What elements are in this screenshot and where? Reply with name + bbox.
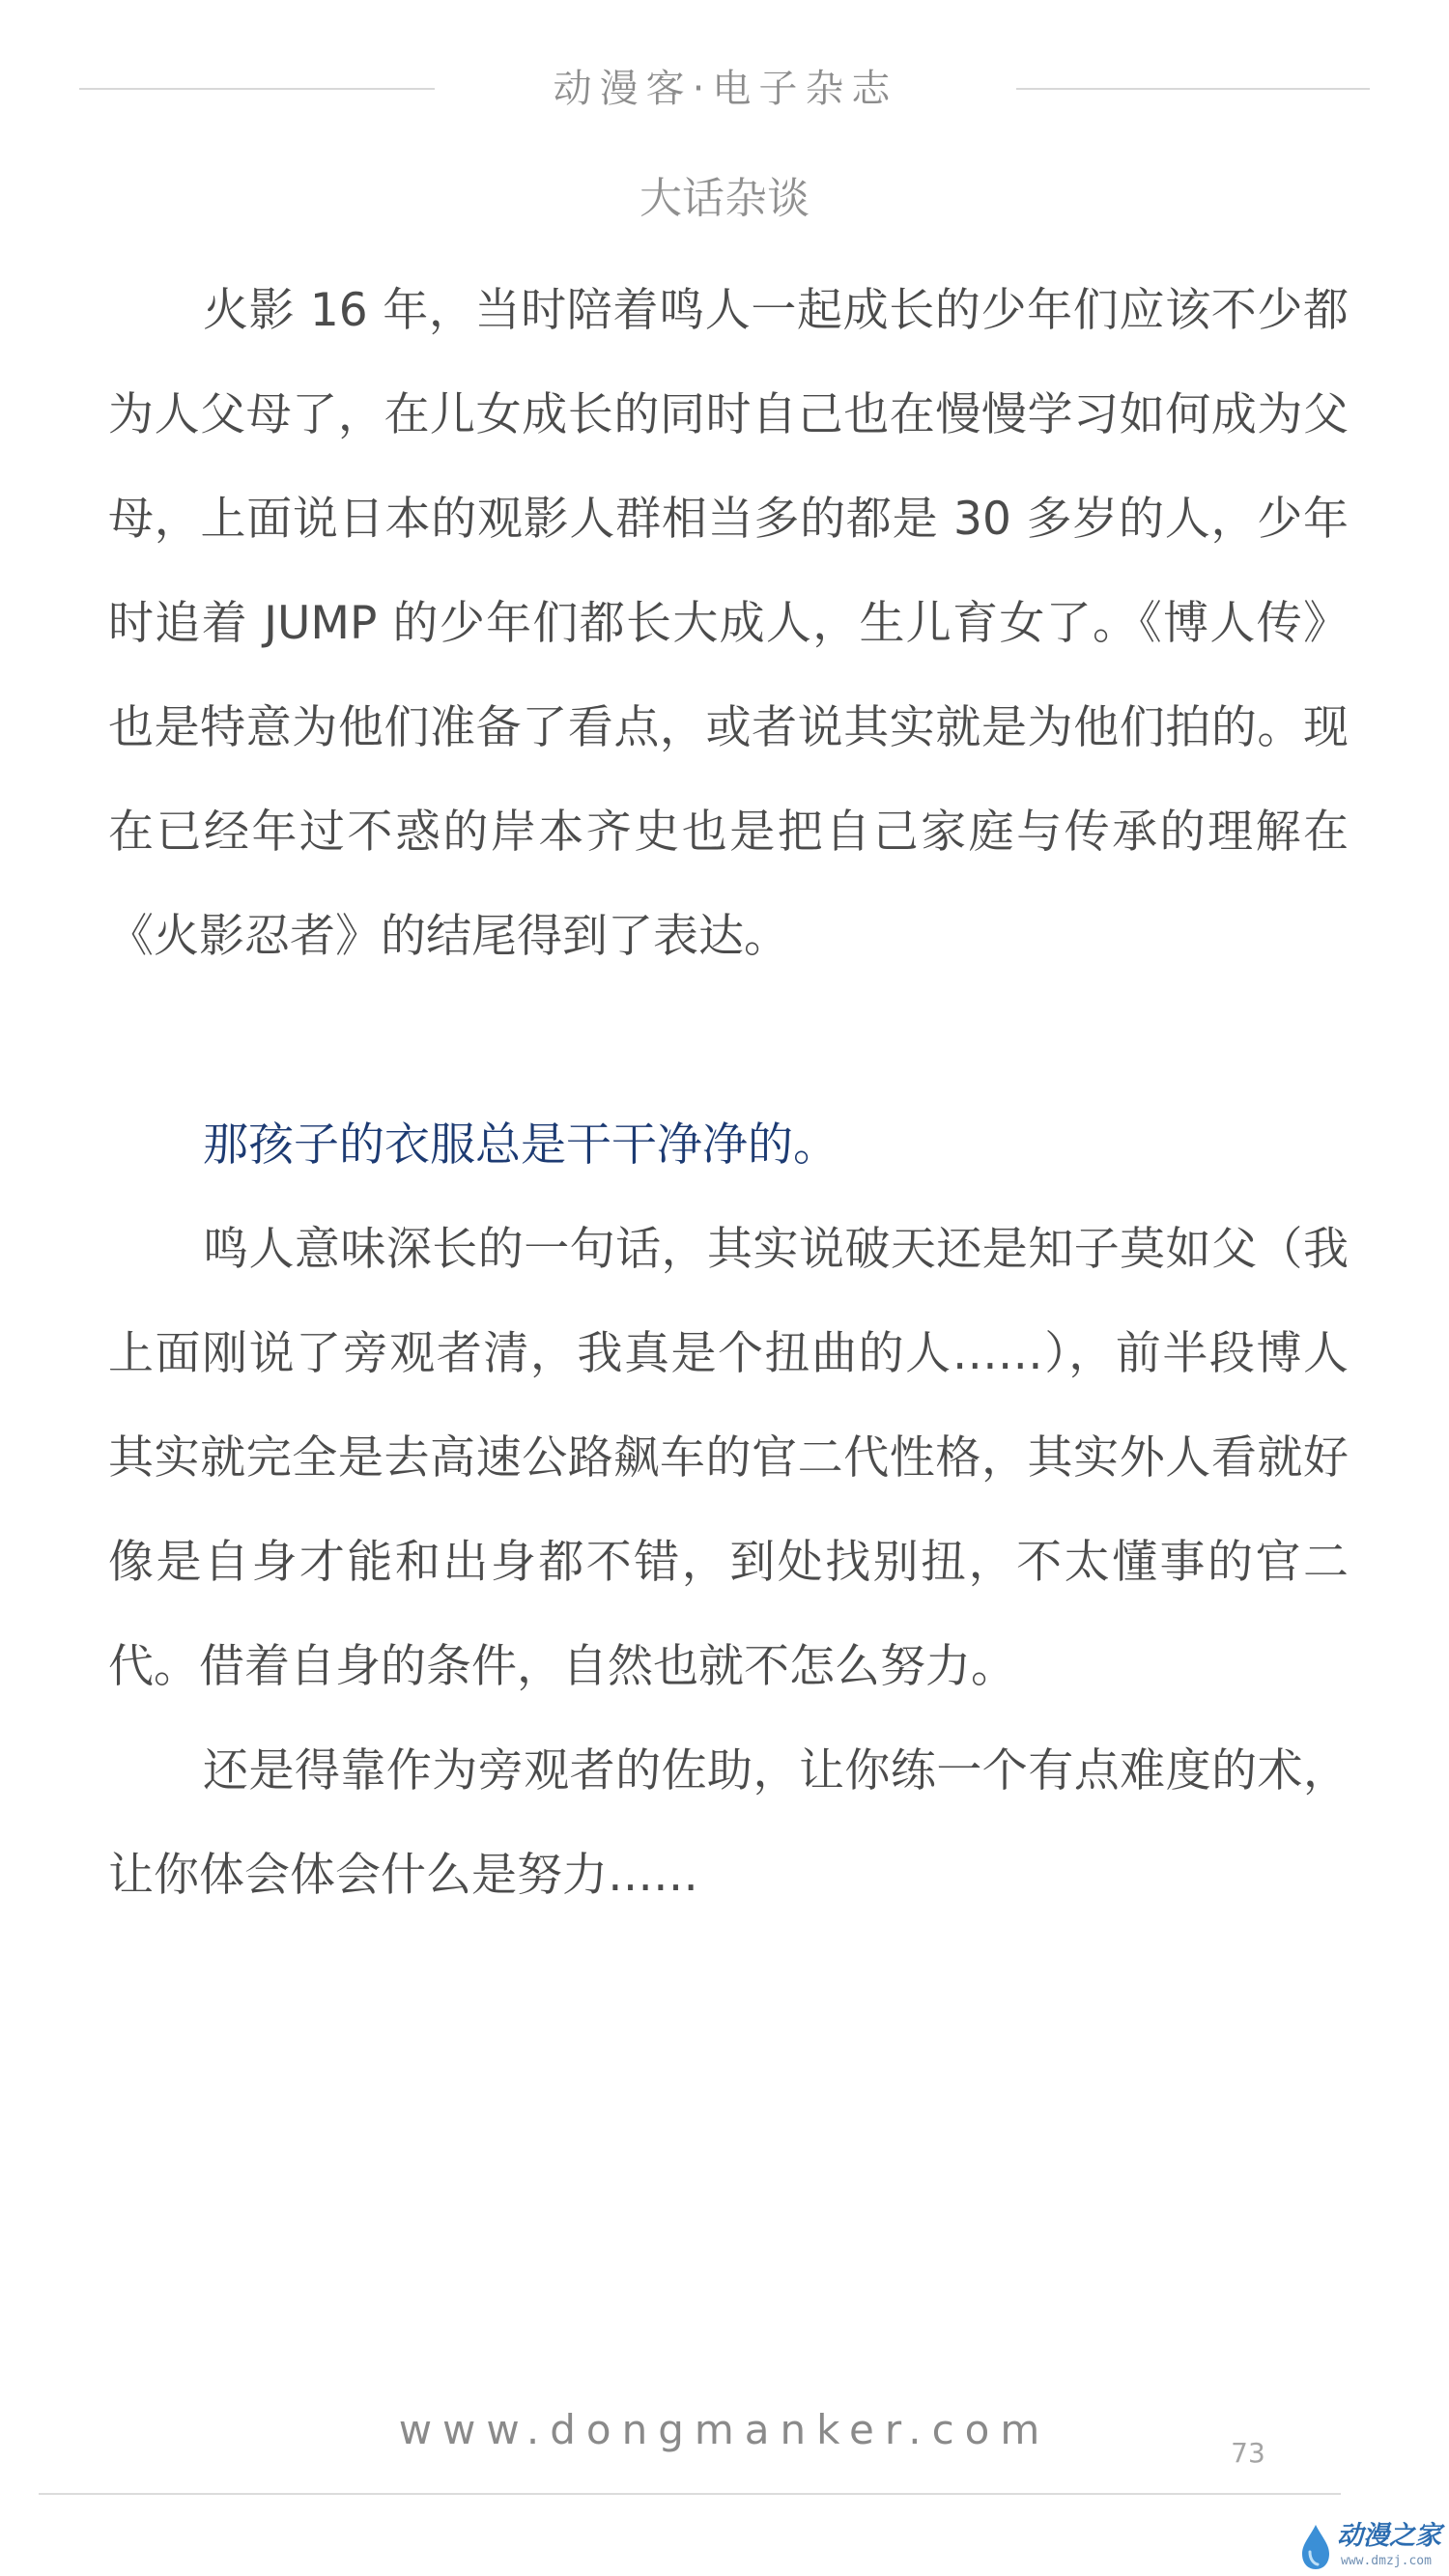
footer-website-url: www.dongmanker.com xyxy=(398,2406,1051,2453)
page-number: 73 xyxy=(1231,2437,1265,2469)
header-rule-left xyxy=(79,88,435,90)
logo-subtext: www.dmzj.com xyxy=(1341,2554,1432,2568)
section-title: 大话杂谈 xyxy=(639,174,810,223)
magazine-title: 动漫客·电子杂志 xyxy=(553,67,898,111)
header-rule-right xyxy=(1016,88,1370,90)
article-paragraph: 鸣人意味深长的一句话，其实说破天还是知子莫如父（我上面刚说了旁观者清，我真是个扭曲的人……），前半段博人其实就完全是去高速公路飙车的官二代性格，其实外人看就好像是自身才能和出身都不错，到处找别扭，不太懂事的官二代。借着自身的条件，自然也就不怎么努力。 xyxy=(108,1223,1349,1693)
article-paragraph: 还是得靠作为旁观者的佐助，让你练一个有点难度的术，让你体会体会什么是努力…… xyxy=(108,1744,1349,1902)
article-paragraph: 火影 16 年，当时陪着鸣人一起成长的少年们应该不少都为人父母了，在儿女成长的同时自己也在慢慢学习如何成为父母，上面说日本的观影人群相当多的都是 30 多岁的人，少年时追着 JUMP 的少年们都长大成人，生儿育女了。《博人传》也是特意为他们准备了看点，或者说其实就是为他们拍的。现在已经年过不惑的岸本齐史也是把自己家庭与传承的理解在《火影忍者》的结尾得到了表达。 xyxy=(108,284,1349,963)
water-drop-icon xyxy=(1298,2523,1333,2571)
highlighted-quote: 那孩子的衣服总是干干净净的。 xyxy=(203,1118,838,1172)
logo-text: 动漫之家 xyxy=(1337,2521,1441,2551)
dmzj-logo xyxy=(1298,2519,1445,2573)
footer-rule xyxy=(39,2493,1341,2495)
article-body xyxy=(108,259,1349,989)
article-body-second xyxy=(108,1093,1349,1928)
page-header xyxy=(0,56,1449,124)
